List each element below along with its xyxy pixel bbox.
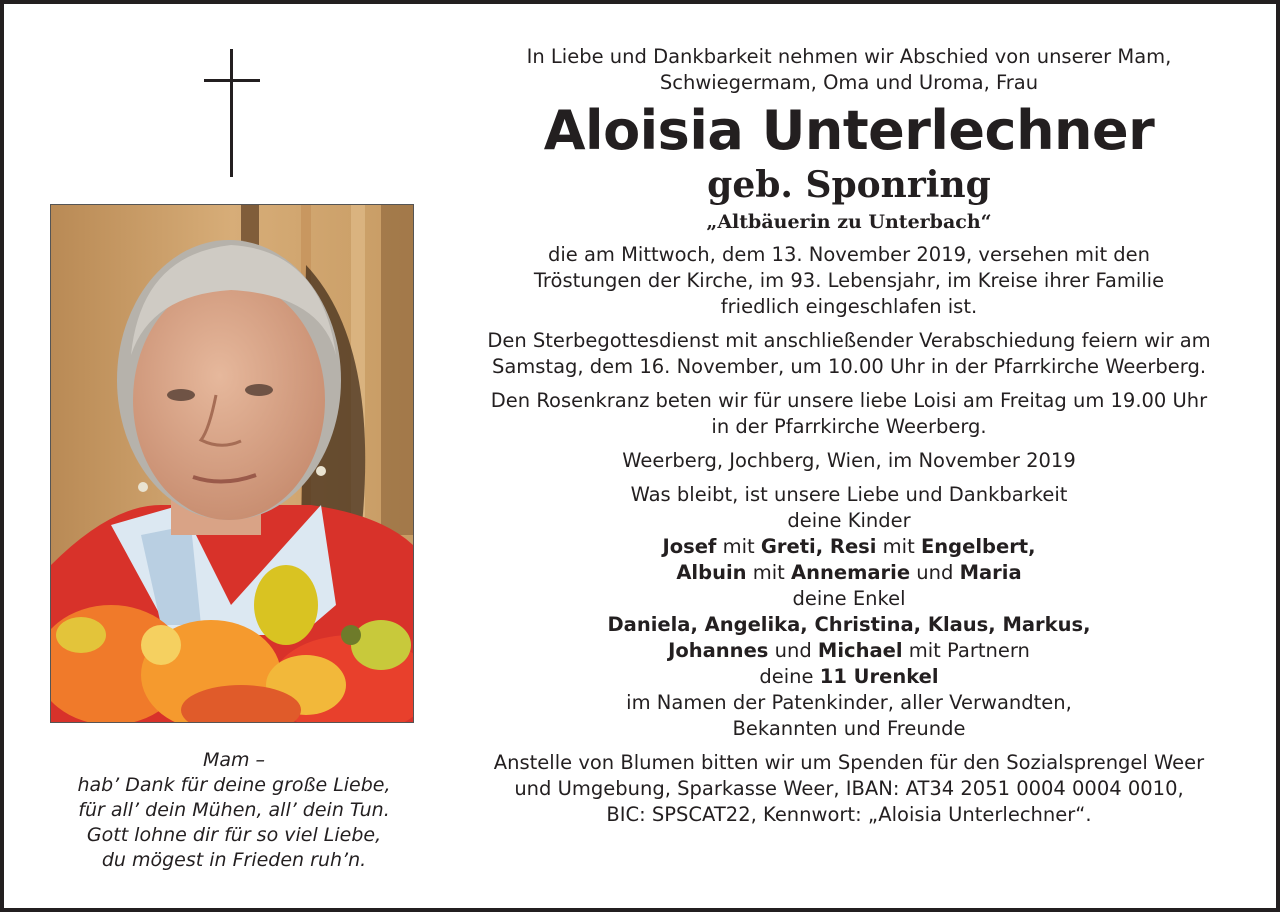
donation-line: BIC: SPSCAT22, Kennwort: „Aloisia Unterlechner“.: [606, 803, 1092, 826]
connector: mit: [722, 535, 755, 558]
donation-line: und Umgebung, Sparkasse Weer, IBAN: AT34 2051 0004 0004 0010,: [514, 777, 1184, 800]
deceased-name: Aloisia Unterlechner: [543, 99, 1155, 162]
death-line: friedlich eingeschlafen ist.: [720, 295, 978, 318]
child-name: Annemarie: [791, 561, 911, 584]
children-heading: deine Kinder: [787, 509, 911, 532]
notice-text: [464, 44, 1234, 828]
maiden-name: geb. Sponring: [707, 164, 991, 206]
children-line: [464, 560, 1234, 586]
donation-line: Anstelle von Blumen bitten wir um Spenden für den Sozialsprengel Weer: [493, 751, 1205, 774]
connector: mit Partnern: [908, 639, 1030, 662]
child-name: Maria: [959, 561, 1022, 584]
connector: und: [774, 639, 812, 662]
rosary-line: Den Rosenkranz beten wir für unsere liebe Loisi am Freitag um 19.00 Uhr: [490, 389, 1208, 412]
great-grandchildren-line: [464, 664, 1234, 690]
grandchildren-line: [464, 638, 1234, 664]
on-behalf-line: Bekannten und Freunde: [732, 717, 966, 740]
grandchildren-heading: deine Enkel: [792, 587, 906, 610]
on-behalf-line: im Namen der Patenkinder, aller Verwandten,: [626, 691, 1072, 714]
connector: mit: [752, 561, 785, 584]
child-name: Greti, Resi: [760, 535, 877, 558]
child-name: Albuin: [676, 561, 747, 584]
verse-line: für all’ dein Mühen, all’ dein Tun.: [78, 799, 390, 821]
grandchild-names: Daniela, Angelika, Christina, Klaus, Markus,: [607, 613, 1091, 636]
verse-line: hab’ Dank für deine große Liebe,: [77, 774, 391, 796]
cross-icon: [204, 49, 260, 177]
place-date: Weerberg, Jochberg, Wien, im November 2019: [622, 449, 1076, 472]
intro-line: Schwiegermam, Oma und Uroma, Frau: [659, 71, 1039, 94]
death-line: die am Mittwoch, dem 13. November 2019, versehen mit den: [547, 243, 1151, 266]
grandchildren-line: [464, 612, 1234, 638]
memorial-verse: [34, 748, 434, 873]
portrait-photo: [50, 204, 414, 723]
great-grandchildren-count: 11 Urenkel: [819, 665, 939, 688]
funeral-line: Den Sterbegottesdienst mit anschließender Verabschiedung feiern wir am: [487, 329, 1211, 352]
rosary-line: in der Pfarrkirche Weerberg.: [711, 415, 987, 438]
verse-line: Gott lohne dir für so viel Liebe,: [86, 824, 382, 846]
children-line: [464, 534, 1234, 560]
grandchild-name: Michael: [817, 639, 903, 662]
connector: und: [916, 561, 954, 584]
great-grandchildren-prefix: deine: [759, 665, 814, 688]
child-name: Josef: [662, 535, 717, 558]
intro-line: In Liebe und Dankbarkeit nehmen wir Abschied von unserer Mam,: [526, 45, 1172, 68]
deceased-title: „Altbäuerin zu Unterbach“: [706, 211, 992, 233]
verse-line: Mam –: [202, 749, 266, 771]
grandchild-name: Johannes: [668, 639, 769, 662]
funeral-line: Samstag, dem 16. November, um 10.00 Uhr in der Pfarrkirche Weerberg.: [491, 355, 1207, 378]
remains-line: Was bleibt, ist unsere Liebe und Dankbarkeit: [630, 483, 1068, 506]
connector: mit: [882, 535, 915, 558]
verse-line: du mögest in Frieden ruh’n.: [101, 849, 367, 871]
death-line: Tröstungen der Kirche, im 93. Lebensjahr, im Kreise ihrer Familie: [533, 269, 1165, 292]
child-name: Engelbert,: [920, 535, 1036, 558]
